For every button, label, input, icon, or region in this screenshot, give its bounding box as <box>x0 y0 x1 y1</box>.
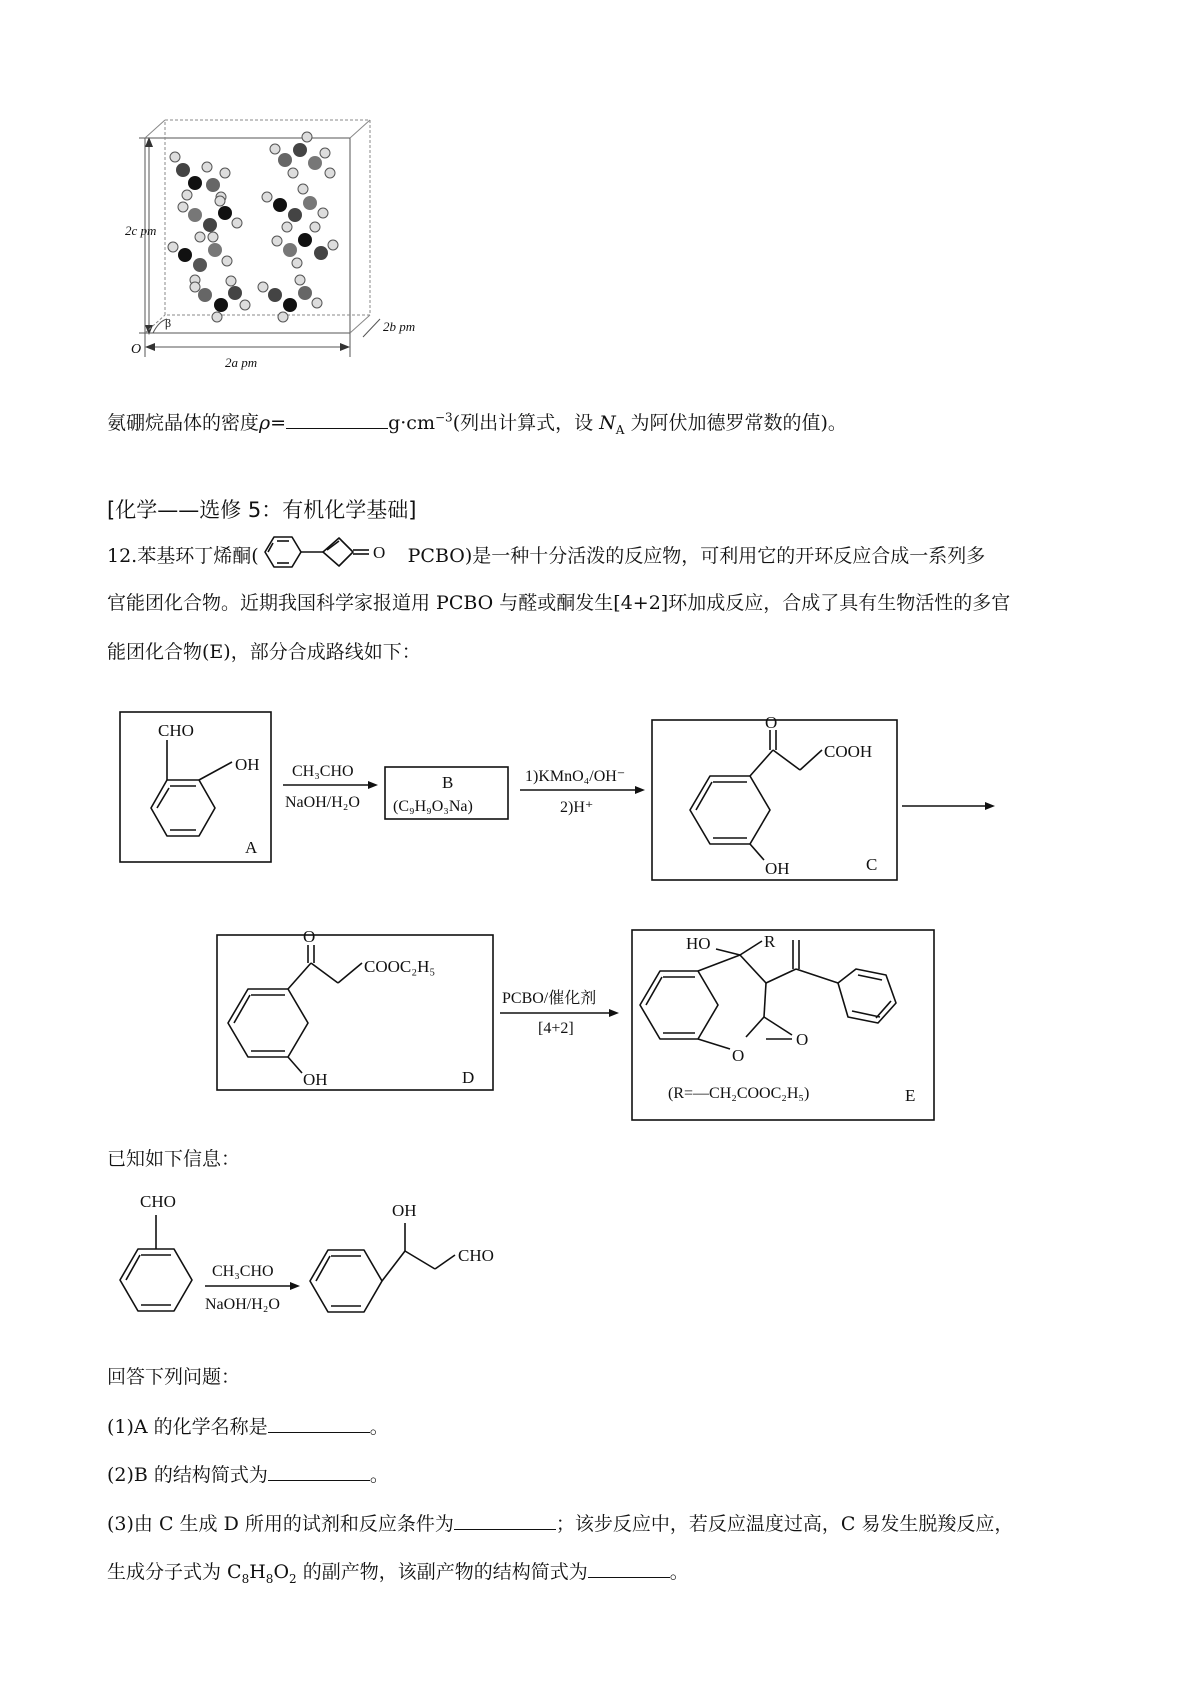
compound-e-r-definition: (R=—CH₂COOC₂H₅) <box>668 1085 810 1102</box>
question-2-end: 。 <box>369 1464 389 1486</box>
pcbo-structure <box>259 534 404 570</box>
question-3-text-c2: H <box>249 1561 266 1583</box>
compound-c-oh: OH <box>765 859 790 878</box>
q12-line2: 官能团化合物。近期我国科学家报道用 PCBO 与醛或酮发生[4+2]环加成反应，合成了具有生物活性的多官 <box>107 592 1011 614</box>
known-info-title: 已知如下信息： <box>107 1148 241 1170</box>
q12-line3: 能团化合物(E)，部分合成路线如下： <box>107 641 421 663</box>
question-3-sub-2: 8 <box>265 1571 274 1586</box>
compound-b-formula: (C₉H₉O₃Na) <box>393 798 473 815</box>
question-3-sub-3: 2 <box>289 1571 297 1586</box>
compound-b-label: B <box>442 773 454 792</box>
density-line <box>107 410 847 437</box>
density-unit-exp: −3 <box>434 410 453 425</box>
molecule-cluster-5 <box>270 132 335 178</box>
compound-d-box <box>217 935 493 1090</box>
compound-a-structure <box>151 740 232 836</box>
product-oh: OH <box>392 1201 417 1220</box>
product-cho: CHO <box>458 1246 494 1265</box>
question-3-blank-2 <box>588 1577 670 1578</box>
compound-e-label: E <box>905 1086 916 1105</box>
compound-a-oh: OH <box>235 755 260 774</box>
density-suffix-b: 为阿伏加德罗常数的值)。 <box>624 412 847 434</box>
known-arrow-reagent: CH₃CHO <box>212 1263 274 1280</box>
question-3-text-c4: 的副产物，该副产物的结构简式为 <box>296 1561 588 1583</box>
compound-d-ester: COOC₂H₅ <box>364 957 436 976</box>
product-structure <box>310 1223 455 1312</box>
crystal-cell-figure <box>125 105 445 390</box>
density-unit: g·cm <box>388 412 435 434</box>
density-prefix: 氨硼烷晶体的密度 <box>107 412 260 434</box>
question-3-text-c3: O <box>273 1561 290 1583</box>
density-suffix-a: (列出计算式，设 <box>452 412 600 434</box>
compound-e-carbonyl-oxygen: O <box>796 1030 809 1049</box>
arrow2-reagent: 1)KMnO₄/OH⁻ <box>525 768 626 785</box>
arrow4-reagent: PCBO/催化剂 <box>502 990 597 1007</box>
arrow1-condition: NaOH/H₂O <box>285 794 360 811</box>
density-blank <box>286 428 388 429</box>
compound-c-structure <box>690 730 822 860</box>
avogadro-symbol: N <box>599 412 616 434</box>
arrow4-condition: [4+2] <box>538 1020 574 1037</box>
question-3-text-a: (3)由 C 生成 D 所用的试剂和反应条件为 <box>107 1513 454 1535</box>
question-2 <box>107 1466 389 1485</box>
known-reaction-scheme <box>100 1185 560 1345</box>
width-label: 2a pm <box>225 355 258 370</box>
compound-e-ring-oxygen: O <box>732 1046 745 1065</box>
question-1-end: 。 <box>369 1416 389 1438</box>
compound-e-structure <box>640 940 896 1049</box>
arrow1-reagent: CH₃CHO <box>292 763 354 780</box>
origin-label: O <box>131 342 142 357</box>
compound-e-ho: HO <box>686 934 711 953</box>
compound-d-structure <box>228 945 362 1073</box>
beta-label: β <box>165 316 172 330</box>
compound-d-oxygen: O <box>303 927 316 946</box>
question-2-blank <box>268 1480 370 1481</box>
q12-line1-b: PCBO)是一种十分活泼的反应物，可利用它的开环反应合成一系列多 <box>407 545 986 567</box>
question-2-text: (2)B 的结构简式为 <box>107 1464 268 1486</box>
question-3-end: 。 <box>669 1561 689 1583</box>
height-label: 2c pm <box>125 223 157 238</box>
compound-c-cooh: COOH <box>824 742 873 761</box>
q12-line1-a: 12.苯基环丁烯酮( <box>107 545 259 567</box>
question-3-sub-1: 8 <box>241 1571 250 1586</box>
rho-symbol: ρ= <box>259 412 287 434</box>
question-3-line1 <box>107 1515 1013 1534</box>
known-arrow-condition: NaOH/H₂O <box>205 1296 280 1313</box>
compound-c-label: C <box>866 855 878 874</box>
compound-a-label: A <box>245 838 258 857</box>
q12-line1 <box>107 544 985 570</box>
question-1-blank <box>268 1432 370 1433</box>
avogadro-sub: A <box>615 422 625 437</box>
compound-d-oh: OH <box>303 1070 328 1089</box>
scheme-row-2 <box>0 925 1200 1125</box>
molecule-cluster-1 <box>170 152 230 202</box>
compound-c-oxygen: O <box>765 713 778 732</box>
compound-a-cho: CHO <box>158 721 194 740</box>
question-3-line2 <box>107 1561 689 1586</box>
scheme-row-1 <box>0 710 1200 885</box>
compound-d-label: D <box>462 1068 475 1087</box>
section-title: [化学——选修 5：有机化学基础] <box>107 498 417 522</box>
question-1 <box>107 1418 389 1437</box>
question-3-text-b: ；该步反应中，若反应温度过高，C 易发生脱羧反应， <box>555 1513 1014 1535</box>
pcbo-oxygen: O <box>372 543 385 562</box>
benzaldehyde-structure <box>120 1215 192 1311</box>
question-3-blank-1 <box>454 1529 556 1530</box>
questions-intro: 回答下列问题： <box>107 1366 241 1388</box>
compound-e-r: R <box>764 932 776 951</box>
question-3-text-c1: 生成分子式为 C <box>107 1561 242 1583</box>
question-1-text: (1)A 的化学名称是 <box>107 1416 268 1438</box>
arrow2-condition: 2)H⁺ <box>560 799 594 816</box>
depth-label: 2b pm <box>383 319 416 334</box>
reactant-cho: CHO <box>140 1192 176 1211</box>
